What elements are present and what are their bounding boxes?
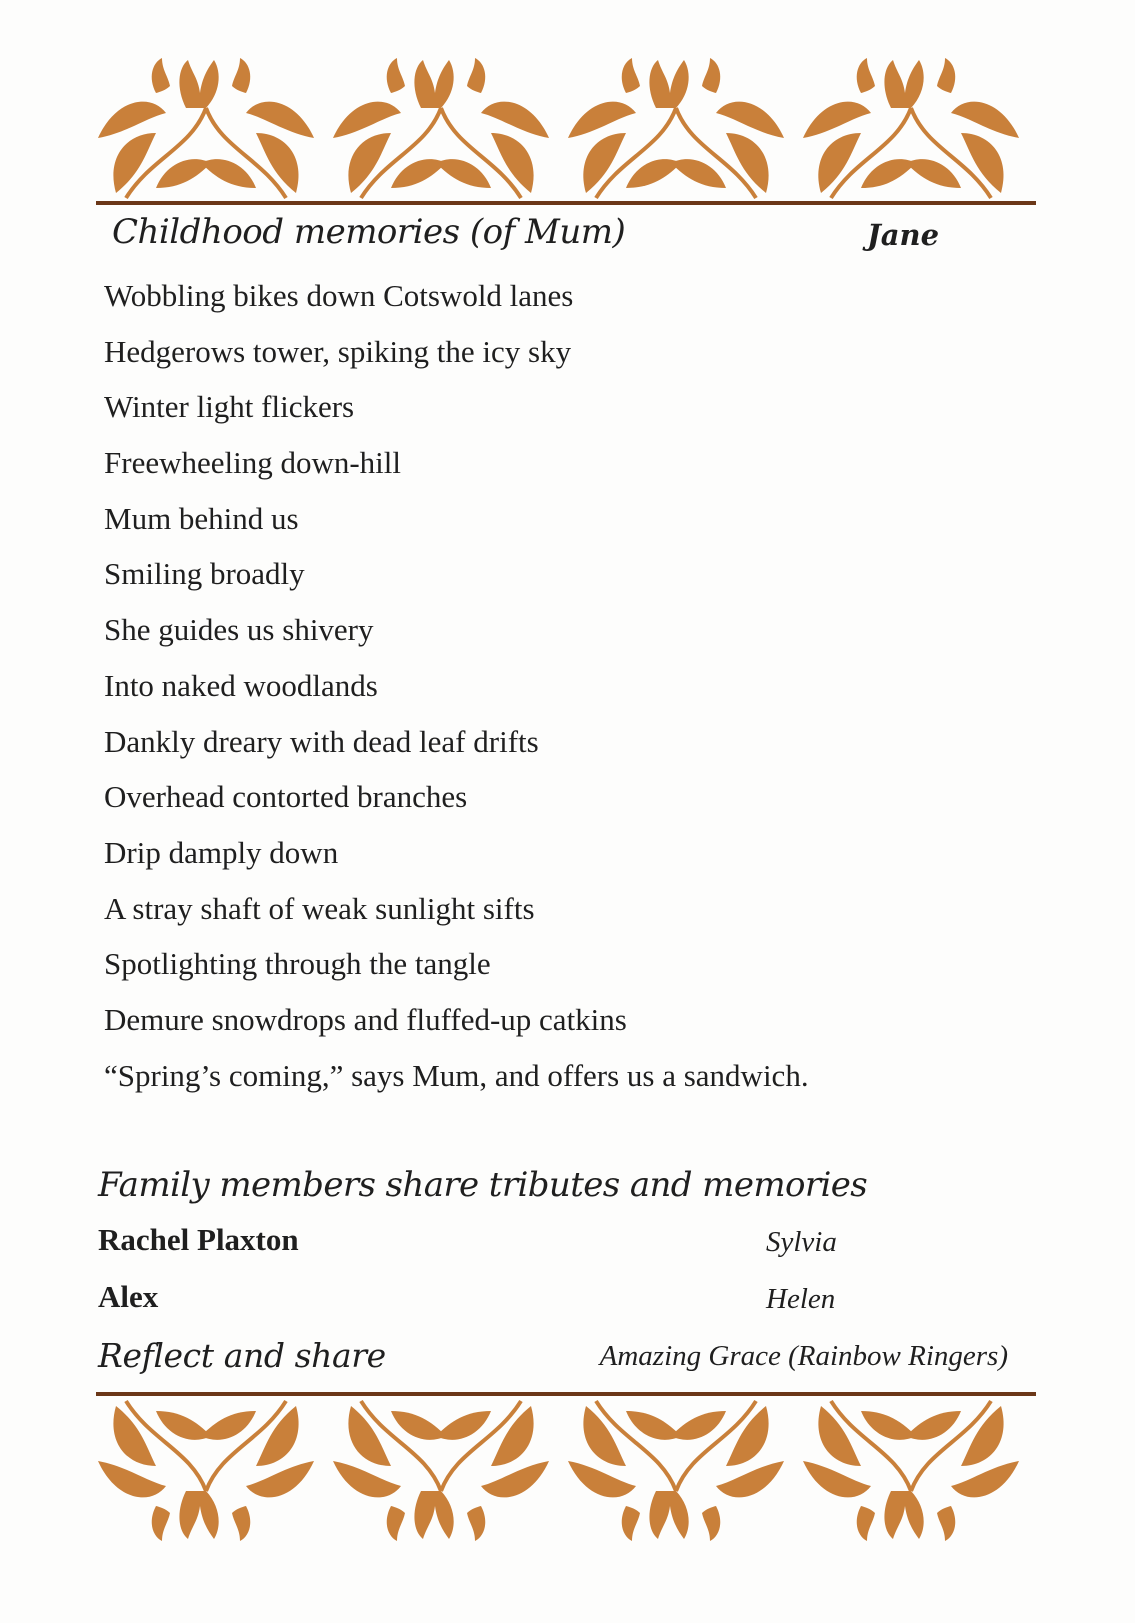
programme-item: Rachel Plaxton <box>98 1222 299 1257</box>
poem-line: Smiling broadly <box>104 556 305 592</box>
poem-line: Dankly dreary with dead leaf drifts <box>104 723 539 759</box>
top-divider-rule <box>96 201 1036 205</box>
programme-item: Reflect and share <box>98 1336 386 1375</box>
tributes-title: Family members share tributes and memories <box>98 1165 868 1205</box>
poem-lines <box>104 268 964 1103</box>
programme-list <box>98 1222 1028 1393</box>
poem-line: Wobbling bikes down Cotswold lanes <box>104 278 574 313</box>
programme-person: Helen <box>766 1283 836 1315</box>
programme-item: Alex <box>98 1279 159 1314</box>
poem-title: Childhood memories (of Mum) <box>112 212 626 252</box>
poem-line: Spotlighting through the tangle <box>104 946 491 982</box>
poem-line: Demure snowdrops and fluffed-up catkins <box>104 1001 627 1037</box>
poem-line: She guides us shivery <box>104 612 374 648</box>
poem-line: Freewheeling down-hill <box>104 445 402 481</box>
programme-music: Amazing Grace (Rainbow Ringers) <box>599 1340 1008 1372</box>
poem-line: Overhead contorted branches <box>104 779 468 815</box>
poem-reader: Jane <box>867 218 940 252</box>
programme-row <box>98 1279 1028 1336</box>
poem-line: “Spring’s coming,” says Mum, and offers us a sandwich. <box>104 1057 809 1093</box>
floral-border-top-icon <box>96 38 1036 206</box>
poem-line: A stray shaft of weak sunlight sifts <box>104 890 535 926</box>
programme-row <box>98 1222 1028 1279</box>
poem-line: Winter light flickers <box>104 389 355 425</box>
poem-line: Mum behind us <box>104 500 299 536</box>
poem-line: Drip damply down <box>104 834 339 870</box>
poem-heading-row <box>112 212 952 260</box>
floral-border-bottom-icon <box>96 1393 1036 1561</box>
programme-person: Sylvia <box>766 1226 837 1258</box>
poem-line: Into naked woodlands <box>104 667 378 703</box>
programme-row <box>98 1336 1028 1393</box>
poem-line: Hedgerows tower, spiking the icy sky <box>104 333 572 369</box>
